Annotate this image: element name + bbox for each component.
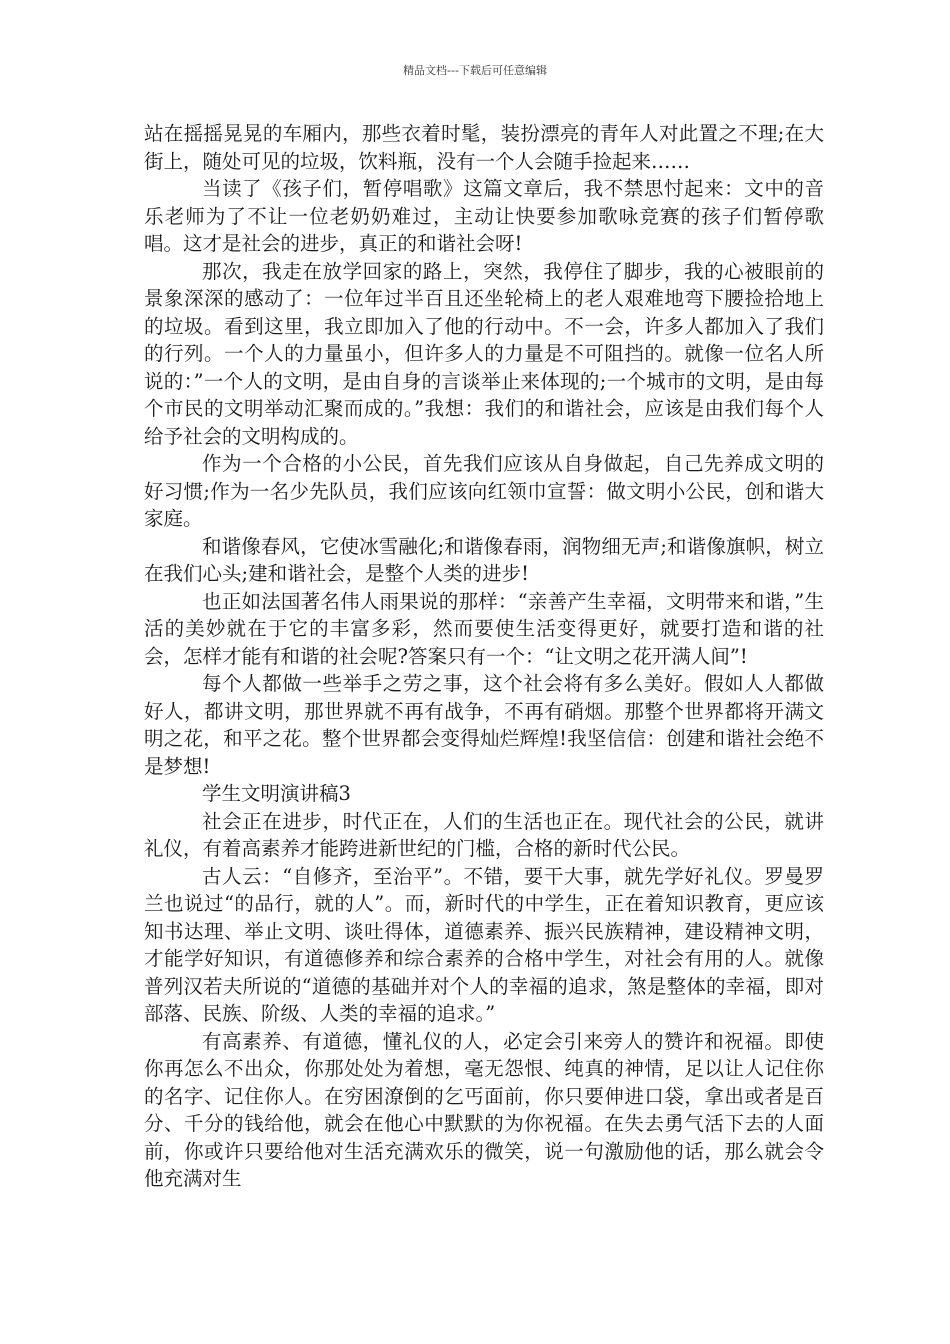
paragraph: 有高素养、有道德，懂礼仪的人，必定会引来旁人的赞许和祝福。即使你再怎么不出众，你那处处为着想，毫无怨恨、纯真的神情，足以让人记住你的名字、记住你人。在穷困潦倒的乞丐面前，你只要伸进口袋，拿出或者是百分、千分的钱给他，就会在他心中默默的为你祝福。在失去勇气活下去的人面前，你或许只要给他对生活充满欢乐的微笑，说一句激励他的话，那么就会令他充满对生	[144, 1029, 824, 1190]
paragraph: 那次，我走在放学回家的路上，突然，我停住了脚步，我的心被眼前的景象深深的感动了：一位年过半百且还坐轮椅上的老人艰难地弯下腰捡拾地上的垃圾。看到这里，我立即加入了他的行动中。不一会，许多人都加入了我们的行列。一个人的力量虽小，但许多人的力量是不可阻挡的。就像一位名人所说的：”一个人的文明，是由自身的言谈举止来体现的;一个城市的文明，是由每个市民的文明举动汇聚而成的。”我想：我们的和谐社会，应该是由我们每个人给予社会的文明构成的。	[144, 259, 824, 448]
paragraph: 作为一个合格的小公民，首先我们应该从自身做起，自己先养成文明的好习惯;作为一名少先队员，我们应该向红领巾宣誓：做文明小公民，创和谐大家庭。	[144, 452, 824, 530]
paragraph: 社会正在进步，时代正在，人们的生活也正在。现代社会的公民，就讲礼仪，有着高素养才能跨进新世纪的门槛，合格的新时代公民。	[144, 809, 824, 860]
paragraph: 站在摇摇晃晃的车厢内，那些衣着时髦，装扮漂亮的青年人对此置之不理;在大街上，随处可见的垃圾，饮料瓶，没有一个人会随手捡起来……	[144, 122, 824, 173]
document-body	[144, 120, 824, 1193]
paragraph: 古人云：“自修齐，至治平”。不错，要干大事，就先学好礼仪。罗曼罗兰也说过“的品行，就的人”。而，新时代的中学生，正在着知识教育，更应该知书达理、举止文明、谈吐得体，道德素养、振兴民族精神，建设精神文明，才能学好知识，有道德修养和综合素养的合格中学生，对社会有用的人。就像普列汉若夫所说的“道德的基础并对个人的幸福的追求，煞是整体的幸福，即对部落、民族、阶级、人类的幸福的追求。”	[144, 864, 824, 1025]
paragraph: 当读了《孩子们，暂停唱歌》这篇文章后，我不禁思忖起来：文中的音乐老师为了不让一位老奶奶难过，主动让快要参加歌咏竞赛的孩子们暂停歌唱。这才是社会的进步，真正的和谐社会呀!	[144, 177, 824, 255]
paragraph: 和谐像春风，它使冰雪融化;和谐像春雨，润物细无声;和谐像旗帜，树立在我们心头;建和谐社会，是整个人类的进步!	[144, 534, 824, 585]
paragraph: 每个人都做一些举手之劳之事，这个社会将有多么美好。假如人人都做好人，都讲文明，那世界就不再有战争，不再有硝烟。那整个世界都将开满文明之花，和平之花。整个世界都会变得灿烂辉煌!我坚信信：创建和谐社会绝不是梦想!	[144, 672, 824, 778]
page-header: 精品文档---下载后可任意编辑	[403, 64, 547, 77]
section-heading: 学生文明演讲稿3	[202, 782, 351, 805]
paragraph: 也正如法国著名伟人雨果说的那样：“亲善产生幸福，文明带来和谐，”生活的美妙就在于它的丰富多彩，然而要使生活变得更好，就要打造和谐的社会，怎样才能有和谐的社会呢?答案只有一个：“让文明之花开满人间”!	[144, 589, 824, 668]
